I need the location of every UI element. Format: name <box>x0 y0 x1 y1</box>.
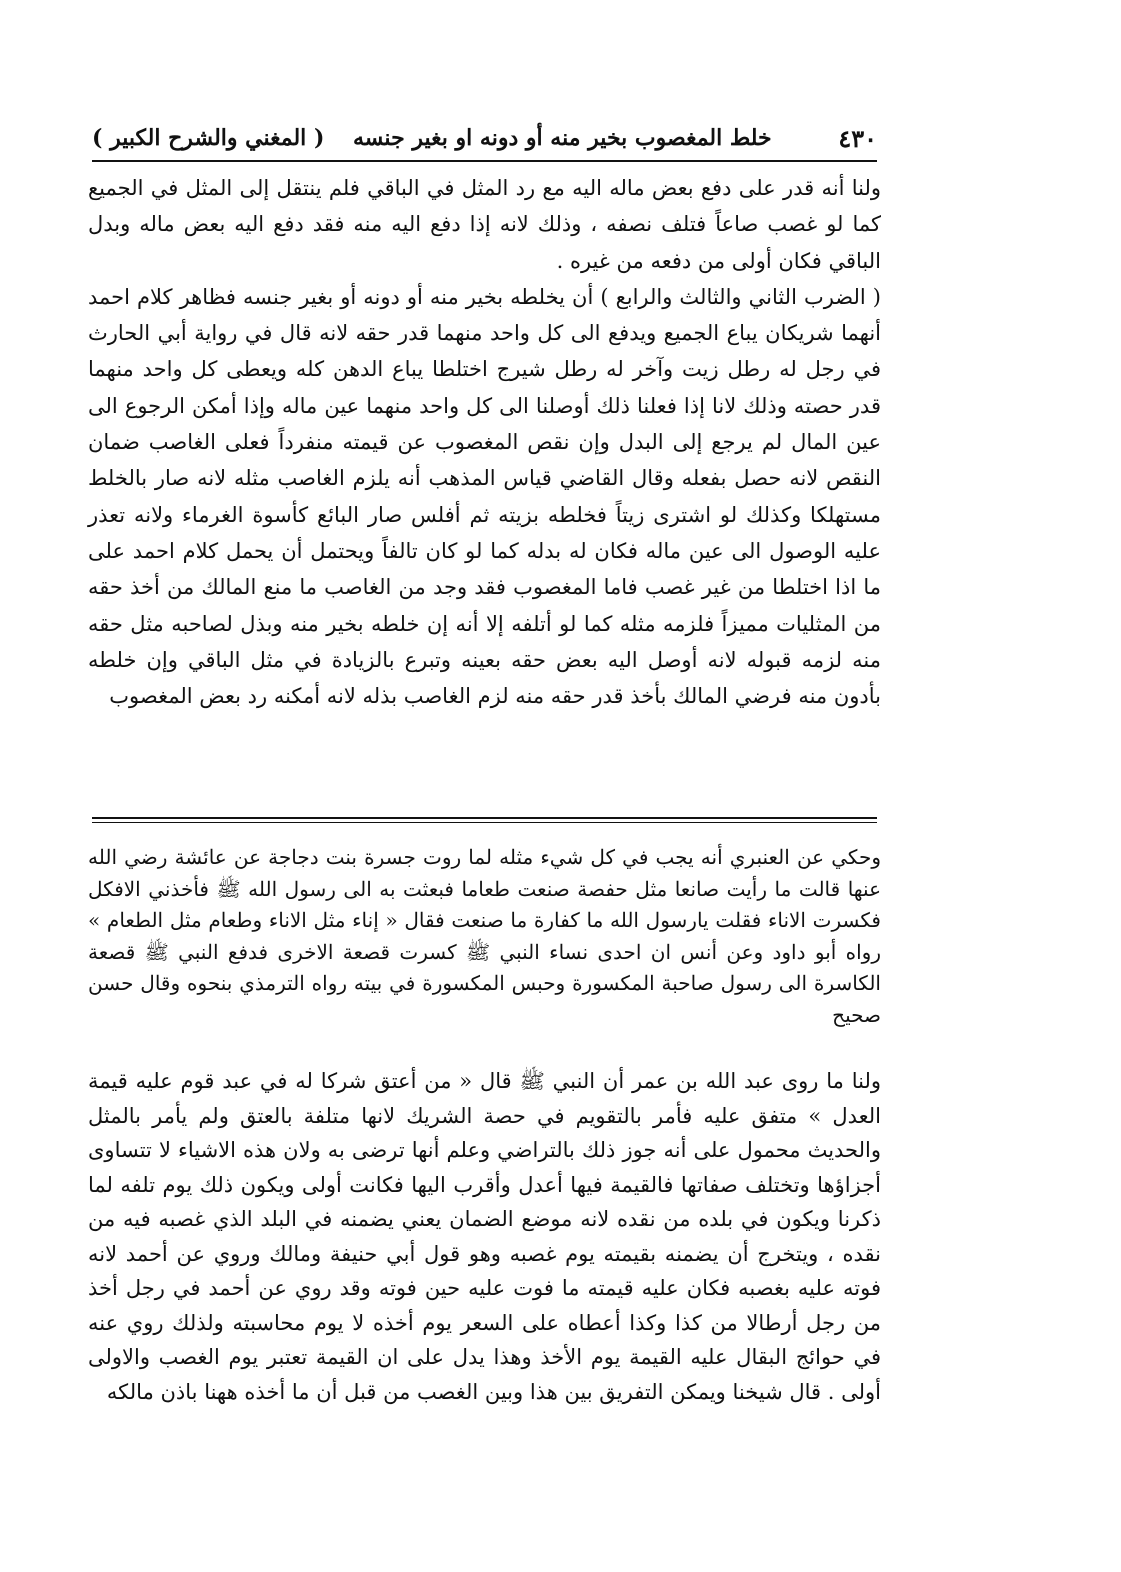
commentary-block <box>88 1064 881 1409</box>
divider-line-thick <box>92 817 877 819</box>
main-paragraph-1: ولنا أنه قدر على دفع بعض ماله اليه مع رد المثل في الباقي فلم ينتقل إلى المثل في الجميع كما لو غصب صاعاً فتلف نصفه ، وذلك لانه إذا دفع اليه منه فقد دفع اليه بعض ماله وبدل الباقي فكان أولى من دفعه من غيره . <box>88 176 881 273</box>
page-number: ٤٣٠ <box>838 123 877 153</box>
main-text-block <box>88 170 881 714</box>
main-paragraph-2: ( الضرب الثاني والثالث والرابع ) أن يخلطه بخير منه أو دونه أو بغير جنسه فظاهر كلام احمد أنهما شريكان يباع الجميع ويدفع الى كل واحد منهما قدر حقه لانه قال في رواية أبي الحارث في رجل له رطل زيت وآخر له رطل شيرج اختلطا يباع الدهن كله ويعطى كل واحد منهما قدر حصته وذلك لانا إذا فعلنا ذلك أوصلنا الى كل واحد منهما عين ماله وإذا أمكن الرجوع الى عين المال لم يرجع إلى البدل وإن نقص المغصوب عن قيمته منفرداً فعلى الغاصب ضمان النقص لانه حصل بفعله وقال القاضي قياس المذهب أنه يلزم الغاصب مثله لانه صار بالخلط مستهلكا وكذلك لو اشترى زيتاً فخلطه بزيته ثم أفلس صار البائع كأسوة الغرماء ولانه تعذر عليه الوصول الى عين ماله فكان له بدله كما لو كان تالفاً ويحتمل أن يحمل كلام احمد على ما اذا اختلطا من غير غصب فاما المغصوب فقد وجد من الغاصب ما منع المالك من أخذ حقه من المثليات مميزاً فلزمه مثله كما لو أتلفه إلا أنه إن خلطه بخير منه وبذل لصاحبه مثل حقه منه لزمه قبوله لانه أوصل اليه بعض حقه بعينه وتبرع بالزيادة في مثل الباقي وإن خلطه بأدون منه فرضي المالك بأخذ قدر حقه منه لزم الغاصب بذله لانه أمكنه رد بعض المغصوب <box>88 284 881 709</box>
commentary-paragraph-1: ولنا ما روى عبد الله بن عمر أن النبي ﷺ قال « من أعتق شركا له في عبد قوم عليه قيمة العدل » متفق عليه فأمر بالتقويم في حصة الشريك لانها متلفة بالعتق ولم يأمر بالمثل والحديث محمول على أنه جوز ذلك بالتراضي وعلم أنها ترضى به ولان هذه الاشياء لا تتساوى أجزاؤها وتختلف صفاتها فالقيمة فيها أعدل وأقرب اليها فكانت أولى ويكون ذلك يوم تلفه لما ذكرنا ويكون في بلده من نقده لانه موضع الضمان يعني يضمنه في البلد الذي غصبه فيه من نقده ، ويتخرج أن يضمنه بقيمته يوم غصبه وهو قول أبي حنيفة ومالك وروي عن أحمد لانه فوته عليه بغصبه فكان عليه قيمته ما فوت عليه حين فوته وقد روي عن أحمد في رجل أخذ من رجل أرطالا من كذا وكذا أعطاه على السعر يوم أخذه لا يوم محاسبته ولذلك روي عنه في حوائج البقال عليه القيمة يوم الأخذ وهذا يدل على ان القيمة تعتبر يوم الغصب والاولى أولى . قال شيخنا ويمكن التفريق بين هذا وبين الغصب من قبل أن ما أخذه ههنا باذن مالكه <box>88 1069 881 1404</box>
running-title: خلط المغصوب بخير منه أو دونه او بغير جنسه <box>353 125 772 151</box>
book-title: ( المغني والشرح الكبير ) <box>92 125 325 151</box>
page-header <box>92 118 877 158</box>
divider-line-thin <box>92 822 877 823</box>
header-rule <box>92 160 877 162</box>
footnote-block <box>88 842 881 1031</box>
footnote-paragraph-1: وحكي عن العنبري أنه يجب في كل شيء مثله لما روت جسرة بنت دجاجة عن عائشة رضي الله عنها قالت ما رأيت صانعا مثل حفصة صنعت طعاما فبعثت به الى رسول الله ﷺ فأخذني الافكل فكسرت الاناء فقلت يارسول الله ما كفارة ما صنعت فقال « إناء مثل الاناء وطعام مثل الطعام » رواه أبو داود وعن أنس ان احدى نساء النبي ﷺ كسرت قصعة الاخرى فدفع النبي ﷺ قصعة الكاسرة الى رسول صاحبة المكسورة وحبس المكسورة في بيته رواه الترمذي بنحوه وقال حسن صحيح <box>88 845 881 1027</box>
section-divider <box>92 817 877 823</box>
